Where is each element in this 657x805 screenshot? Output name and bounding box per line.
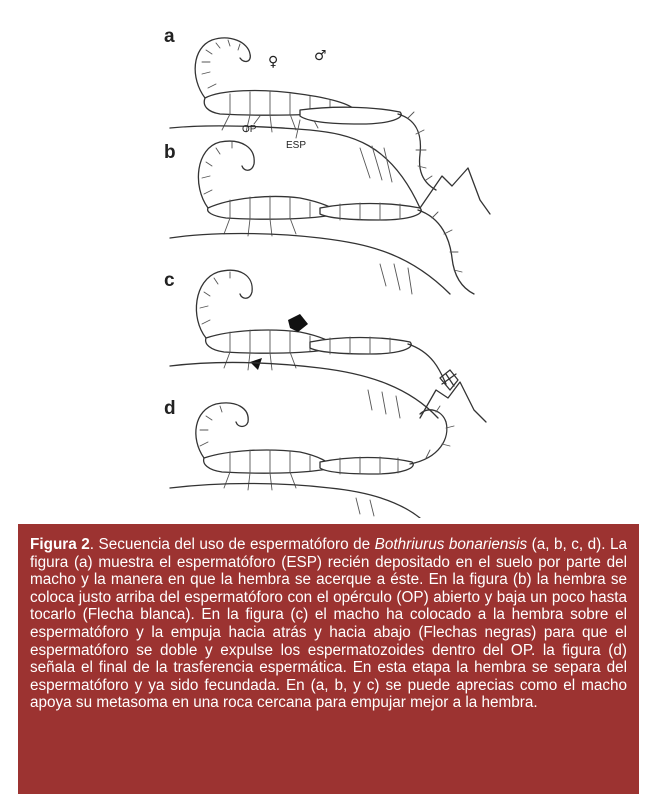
female-body-d [204, 450, 332, 473]
black-arrow-2 [250, 358, 262, 370]
panel-c-letter: c [164, 270, 175, 291]
panel-b-letter: b [164, 142, 176, 163]
panel-d-letter: d [164, 398, 176, 419]
female-tail-c [196, 270, 252, 338]
male-body-b [320, 204, 421, 221]
scorpion-sequence-figure [150, 18, 520, 518]
male-tail-d [410, 410, 447, 464]
figure-illustration [150, 18, 520, 518]
female-body-b [208, 196, 338, 219]
figure-caption [18, 524, 639, 794]
ground-b [170, 234, 450, 295]
op-label: OP [242, 124, 257, 135]
male-symbol: ♂ [314, 48, 327, 64]
male-body-c [310, 338, 411, 355]
caption-intro: . Secuencia del uso de espermatóforo de [89, 536, 375, 553]
caption-label: Figura 2 [30, 536, 90, 553]
rock-c [420, 382, 486, 422]
male-tail-b [418, 210, 474, 294]
panel-b [164, 141, 474, 294]
black-arrow-1 [288, 314, 308, 332]
panel-c [164, 270, 486, 422]
female-symbol: ♀ [268, 54, 279, 70]
ground-a [170, 126, 420, 208]
caption-species: Bothriurus bonariensis [374, 536, 528, 553]
panel-d [164, 398, 454, 518]
caption-body: (a, b, c, d). La figura (a) muestra el espermatóforo (ESP) recién depositado en el suelo por parte del macho y la manera en que la hembra se acerque a éste. En la figura (b) la hembra se coloca justo arriba del espermatóforo con el opérculo (OP) abierto y baja un poco hasta tocarlo (Flecha blanca). En la figura (c) el macho ha colocado a la hembra sobre el espermatóforo y la empuja hacia atrás y hacia abajo (Flechas negras) para que el espermatóforo se doble y expulse los espermatozoides dentro del OP. la figura (d) señala el final de la trasferencia espermática. En esta etapa la hembra se separa del espermatóforo y ya sido fecundada. En (a, b, y c) se puede aprecias como el macho apoya su metasoma en una roca cercana para empujar mejor a la hembra. [30, 536, 627, 712]
female-tail-a [195, 38, 250, 98]
ground-d [170, 484, 420, 519]
male-body-a [300, 107, 401, 124]
panel-a-letter: a [164, 26, 175, 47]
rock-a [420, 168, 490, 214]
esp-label: ESP [286, 140, 307, 151]
panel-a [164, 26, 490, 214]
male-body-d [320, 458, 413, 475]
male-pincer-c [440, 370, 458, 390]
ground-c [170, 362, 438, 418]
